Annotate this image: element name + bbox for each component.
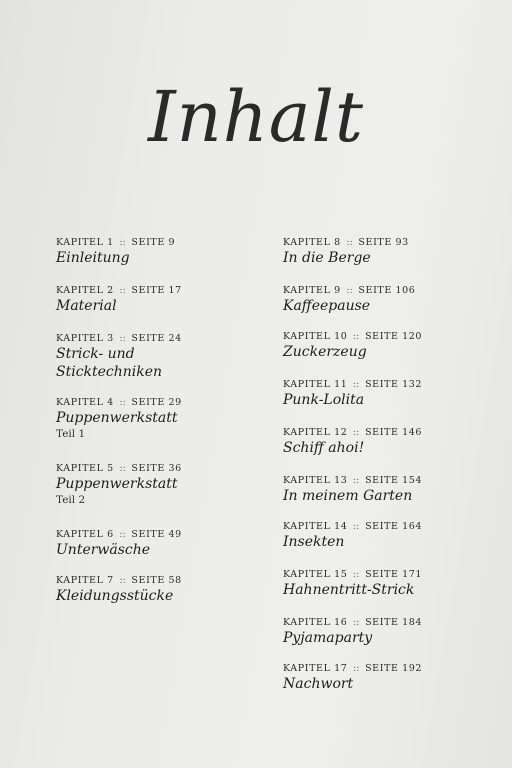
chapter-meta bbox=[283, 568, 422, 581]
chapter-meta bbox=[56, 462, 182, 475]
toc-entry bbox=[283, 568, 422, 599]
chapter-meta bbox=[283, 330, 422, 343]
toc-entry bbox=[56, 462, 182, 507]
chapter-meta bbox=[56, 528, 182, 541]
chapter-title: Insekten bbox=[283, 534, 345, 550]
page-number: SEITE 184 bbox=[365, 617, 423, 628]
chapter-title: Kaffeepause bbox=[283, 298, 371, 314]
chapter-number: KAPITEL 7 bbox=[56, 575, 114, 586]
chapter-title: Puppenwerkstatt bbox=[56, 476, 178, 492]
separator: :: bbox=[119, 285, 126, 296]
toc-entry bbox=[283, 616, 422, 647]
separator: :: bbox=[353, 475, 360, 486]
chapter-title: Schiff ahoi! bbox=[283, 440, 365, 456]
chapter-title: Zuckerzeug bbox=[283, 344, 367, 360]
chapter-meta bbox=[56, 284, 182, 297]
toc-entry bbox=[56, 332, 182, 381]
page-number: SEITE 17 bbox=[131, 285, 182, 296]
toc-entry bbox=[283, 426, 422, 457]
chapter-title: Kleidungsstücke bbox=[56, 588, 174, 604]
separator: :: bbox=[353, 331, 360, 342]
chapter-number: KAPITEL 5 bbox=[56, 463, 114, 474]
chapter-subtitle: Teil 2 bbox=[56, 494, 86, 506]
chapter-meta bbox=[56, 574, 182, 587]
separator: :: bbox=[353, 521, 360, 532]
separator: :: bbox=[353, 427, 360, 438]
chapter-number: KAPITEL 3 bbox=[56, 333, 114, 344]
page-number: SEITE 106 bbox=[358, 285, 416, 296]
page-number: SEITE 93 bbox=[358, 237, 409, 248]
separator: :: bbox=[119, 575, 126, 586]
chapter-meta bbox=[56, 236, 175, 249]
toc-entry bbox=[283, 330, 422, 361]
toc-entry bbox=[283, 662, 422, 693]
toc-entry bbox=[56, 396, 182, 441]
chapter-title: Sticktechniken bbox=[56, 364, 163, 380]
chapter-meta bbox=[56, 396, 182, 409]
page-number: SEITE 120 bbox=[365, 331, 423, 342]
page-number: SEITE 171 bbox=[365, 569, 423, 580]
chapter-number: KAPITEL 13 bbox=[283, 475, 348, 486]
chapter-meta bbox=[283, 378, 422, 391]
separator: :: bbox=[353, 379, 360, 390]
page-number: SEITE 146 bbox=[365, 427, 423, 438]
separator: :: bbox=[119, 463, 126, 474]
toc-entry bbox=[56, 236, 175, 267]
separator: :: bbox=[119, 237, 126, 248]
toc-entry bbox=[283, 378, 422, 409]
chapter-title: Nachwort bbox=[283, 676, 354, 692]
page-number: SEITE 36 bbox=[131, 463, 182, 474]
chapter-title: Strick- und bbox=[56, 346, 135, 362]
separator: :: bbox=[353, 663, 360, 674]
chapter-number: KAPITEL 11 bbox=[283, 379, 348, 390]
chapter-title: Pyjamaparty bbox=[283, 630, 373, 646]
chapter-meta bbox=[283, 236, 409, 249]
chapter-number: KAPITEL 12 bbox=[283, 427, 348, 438]
chapter-meta bbox=[283, 616, 422, 629]
page-number: SEITE 49 bbox=[131, 529, 182, 540]
chapter-subtitle: Teil 1 bbox=[56, 428, 86, 440]
separator: :: bbox=[353, 569, 360, 580]
page-number: SEITE 154 bbox=[365, 475, 423, 486]
page-number: SEITE 24 bbox=[131, 333, 182, 344]
chapter-title: Hahnentritt-Strick bbox=[283, 582, 415, 598]
separator: :: bbox=[346, 237, 353, 248]
toc-entry bbox=[56, 528, 182, 559]
page-number: SEITE 192 bbox=[365, 663, 423, 674]
chapter-number: KAPITEL 4 bbox=[56, 397, 114, 408]
chapter-meta bbox=[283, 520, 422, 533]
separator: :: bbox=[119, 333, 126, 344]
chapter-title: Unterwäsche bbox=[56, 542, 151, 558]
chapter-number: KAPITEL 10 bbox=[283, 331, 348, 342]
toc-entry bbox=[283, 474, 422, 505]
chapter-title: Punk-Lolita bbox=[283, 392, 365, 408]
separator: :: bbox=[346, 285, 353, 296]
chapter-meta bbox=[283, 426, 422, 439]
chapter-number: KAPITEL 8 bbox=[283, 237, 341, 248]
toc-entry bbox=[283, 236, 409, 267]
page-number: SEITE 9 bbox=[131, 237, 176, 248]
toc-entry bbox=[283, 520, 422, 551]
chapter-number: KAPITEL 16 bbox=[283, 617, 348, 628]
chapter-title: In meinem Garten bbox=[283, 488, 413, 504]
toc-entry bbox=[56, 574, 182, 605]
separator: :: bbox=[353, 617, 360, 628]
chapter-meta bbox=[56, 332, 182, 345]
page-number: SEITE 29 bbox=[131, 397, 182, 408]
chapter-meta bbox=[283, 474, 422, 487]
chapter-number: KAPITEL 15 bbox=[283, 569, 348, 580]
chapter-number: KAPITEL 1 bbox=[56, 237, 114, 248]
separator: :: bbox=[119, 529, 126, 540]
page-number: SEITE 132 bbox=[365, 379, 423, 390]
chapter-number: KAPITEL 6 bbox=[56, 529, 114, 540]
chapter-number: KAPITEL 17 bbox=[283, 663, 348, 674]
chapter-title: Material bbox=[56, 298, 117, 314]
chapter-number: KAPITEL 9 bbox=[283, 285, 341, 296]
toc-entry bbox=[283, 284, 415, 315]
chapter-title: Puppenwerkstatt bbox=[56, 410, 178, 426]
chapter-title: In die Berge bbox=[283, 250, 371, 266]
toc-entry bbox=[56, 284, 182, 315]
page-number: SEITE 58 bbox=[131, 575, 182, 586]
page-number: SEITE 164 bbox=[365, 521, 423, 532]
chapter-meta bbox=[283, 284, 415, 297]
page-title: Inhalt bbox=[147, 76, 365, 158]
chapter-number: KAPITEL 14 bbox=[283, 521, 348, 532]
chapter-number: KAPITEL 2 bbox=[56, 285, 114, 296]
separator: :: bbox=[119, 397, 126, 408]
chapter-meta bbox=[283, 662, 422, 675]
chapter-title: Einleitung bbox=[56, 250, 130, 266]
